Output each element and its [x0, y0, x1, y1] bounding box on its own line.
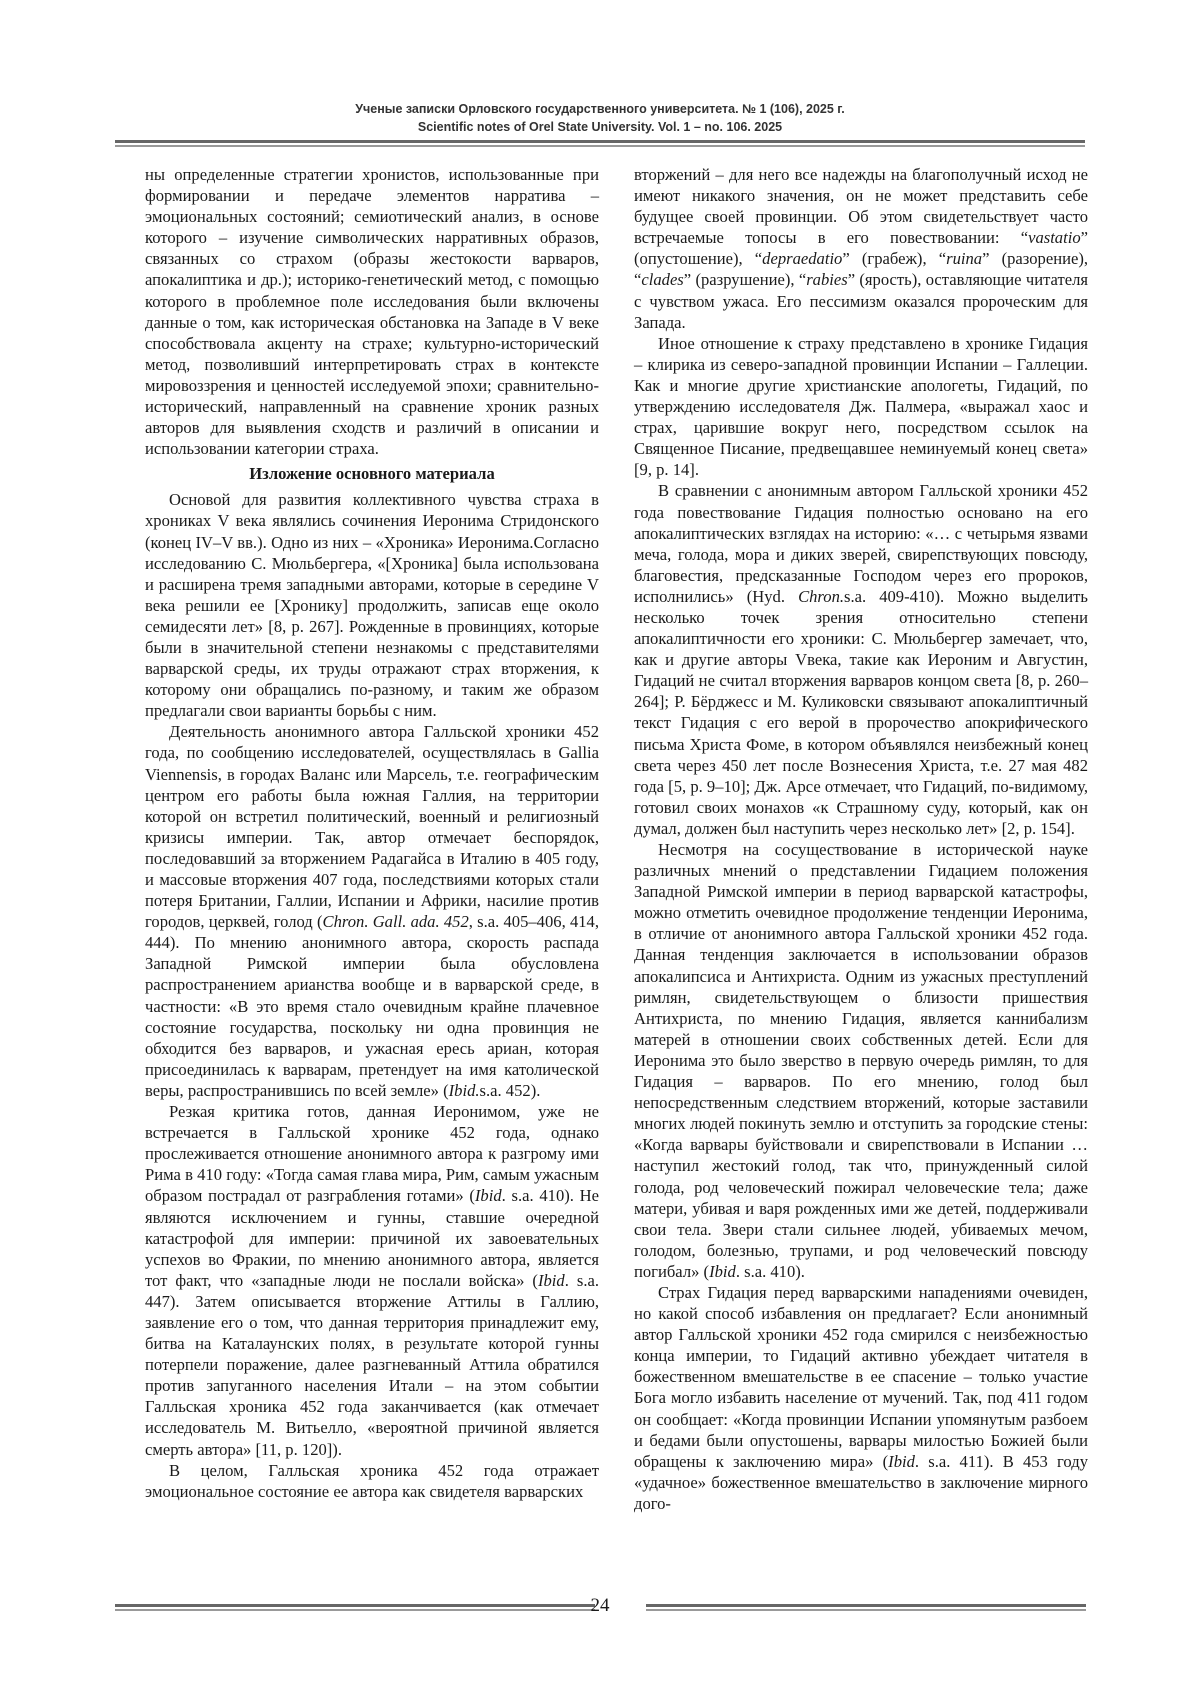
header-line-ru: Ученые записки Орловского государственного университета. № 1 (106), 2025 г.	[355, 102, 845, 116]
paragraph: В целом, Галльская хроника 452 года отражает эмоциональное состояние ее автора как свидетеля варварских	[145, 1460, 599, 1501]
journal-header	[0, 100, 1200, 136]
paragraph: ны определенные стратегии хронистов, использованные при формировании и передаче элементов нарратива – эмоциональных состояний; семиотический анализ, в основе которого – изучение символических нарративных образов, связанных со страхом (образы жестокости варваров, апокалиптика и др.); историко-генетический метод, с помощью которого в проблемное поле исследования были включены данные о том, как историческая обстановка на Западе в V веке способствовала акценту на страхе; культурно-исторический метод, позволивший интерпретировать страх в контексте мировоззрения и ценностей исследуемой эпохи; сравнительно-исторический, направленный на сравнение хроник разных авторов для выявления сходств и различий в описании и использовании категории страха.	[145, 165, 599, 459]
paragraph: В сравнении с анонимным автором Галльской хроники 452 года повествование Гидация полностью основано на его апокалиптических взглядах на историю: «… с четырьмя язвами меча, голода, мора и диких зверей, свирепствующих повсюду, благовестия, предсказанные Господом через его пророков, исполнились» (Hyd. Chron.s.a. 409-410). Можно выделить несколько точек зрения относительно степени апокалиптичности его хроники: С. Мюльбергер замечает, что, как и другие авторы Vвека, такие как Иероним и Августин, Гидаций не считал вторжения варваров концом света [8, p. 260–264]; Р. Бёрджесс и М. Куликовски связывают апокалиптичный текст Гидация с его верой в пророчество апокрифического письма Христа Фоме, в котором объявлялся неизбежный конец света через 450 лет после Вознесения Христа, т.е. 27 мая 482 года [5, p. 9–10]; Дж. Арсе отмечает, что Гидаций, по-видимому, готовил своих монахов «к Страшному суду, который, как он думал, должен был наступить через несколько лет» [2, p. 154].	[634, 481, 1089, 838]
section-heading: Изложение основного материала	[249, 464, 495, 484]
paragraph: Страх Гидация перед варварскими нападениями очевиден, но какой способ избавления он предлагает? Если анонимный автор Галльской хроники 452 года смирился с неизбежностью конца империи, то Гидаций активно убеждает читателя в божественном вмешательстве в ее спасение – только участие Бога могло избавить население от мучений. Так, под 411 годом он сообщает: «Когда провинции Испании упомянутым разбоем и бедами были опустошены, варвары милостью Божией были обращены к заключению мира» (Ibid. s.a. 411). В 453 году «удачное» божественное вмешательство в заключение мирного дого-	[634, 1282, 1088, 1513]
header-line-en: Scientific notes of Orel State University. Vol. 1 – no. 106. 2025	[417, 120, 783, 134]
paragraph: вторжений – для него все надежды на благополучный исход не имеют никакого значения, он не может представить себе будущее своей провинции. Об этом свидетельствует часто встречаемые топосы в его повествовании: “vastatio” (опустошение), “depraedatio” (грабеж), “ruina” (разорение), “clades” (разрушение), “rabies” (ярость), оставляющие читателя с чувством ужаса. Его пессимизм оказался пророческим для Запада.	[634, 165, 1088, 332]
paragraph: Несмотря на сосуществование в исторической науке различных мнений о представлении Гидацием положения Западной Римской империи в период варварской катастрофы, можно отметить очевидное продолжение тенденции Иеронима, в отличие от анонимного автора Галльской хроники 452 года. Данная тенденция заключается в использовании образов апокалипсиса и Антихриста. Одним из ужасных преступлений римлян, свидетельствующем о близости пришествия Антихриста, по мнению Гидация, является каннибализм матерей в отношении своих собственных детей. Если для Иеронима это было зверство в первую очередь римлян, то для Гидация – варваров. По его мнению, голод был непосредственным следствием вторжений, которые заставили многих людей покинуть землю и отступить за городские стены: «Когда варвары буйствовали и свирепствовали в Испании …наступил жестокий голод, так что, принужденный силой голода, род человеческий пожирал человеческие тела; даже матери, убивая и варя рожденных ими же детей, поддерживали свои тела. Звери стали сильнее людей, убиваемых мечом, голодом, болезнью, трупами, и род человеческий повсюду погибал» (Ibid. s.a. 410).	[634, 840, 1088, 1281]
left-column	[145, 164, 599, 1502]
paragraph: Деятельность анонимного автора Галльской хроники 452 года, по сообщению исследователей, осуществлялась в Gallia Viennensis, в городах Валанс или Марсель, т.е. географическим центром его работы была южная Галлия, на территории которой он встретил политический, военный и религиозный кризисы империи. Так, автор отмечает беспорядок, последовавший за вторжением Радагайса в Италию в 405 году, и массовые вторжения 407 года, последствиями которых стали потеря Британии, Галлии, Испании и Африки, насилие против городов, церквей, голод (Chron. Gall. ada. 452, s.a. 405–406, 414, 444). По мнению анонимного автора, скорость распада Западной Римской империи была обусловлена распространением арианства вообще и в варварской среде, в частности: «В это время стало очевидным крайне плачевное состояние государства, поскольку ни одна провинция не обходится без варваров, и ужасная ересь ариан, которая присоединилась к варварам, претендует на имя католической веры, распространившись по всей земле» (Ibid.s.a. 452).	[145, 722, 599, 1100]
header-rule	[115, 140, 1085, 143]
right-column	[634, 164, 1088, 1514]
paragraph: Основой для развития коллективного чувства страха в хрониках V века являлись сочинения Иеронима Стридонского (конец IV–V вв.). Одно из них – «Хроника» Иеронима.Согласно исследованию С. Мюльбергера, «[Хроника] была использована и расширена тремя западными авторами, которые в середине V века решили ее [Хронику] продолжить, записав еще около семидесяти лет» [8, p. 267]. Рожденные в провинциях, которые были в значительной степени незнакомы с представителями варварской среды, их труды отражают страх вторжения, к которому они обращались по-разному, и таким же образом предлагали свои варианты борьбы с ним.	[145, 490, 599, 721]
paragraph: Резкая критика готов, данная Иеронимом, уже не встречается в Галльской хронике 452 года, однако прослеживается отношение анонимного автора к разгрому ими Рима в 410 году: «Тогда самая глава мира, Рим, самым ужасным образом пострадал от разграбления готами» (Ibid. s.a. 410). Не являются исключением и гунны, ставшие очередной катастрофой для империи: причиной их завоевательных успехов во Фракии, по мнению анонимного автора, является тот факт, что «западные люди не послали войска» (Ibid. s.a. 447). Затем описывается вторжение Аттилы в Галлию, заявление его о том, что данная территория принадлежит ему, битва на Каталаунских полях, в результате которой гунны потерпели поражение, далее разгневанный Аттила обратился против запуганного населения Итали – на этом событии Галльская хроника 452 года заканчивается (как отмечает исследователь М. Витьелло, «вероятной причиной является смерть автора» [11, p. 120]).	[145, 1102, 599, 1459]
page-number: 24	[590, 1595, 610, 1616]
paragraph: Иное отношение к страху представлено в хронике Гидация – клирика из северо-западной провинции Испании – Галлеции. Как и многие другие христианские апологеты, Гидаций, по утверждению исследователя Дж. Палмера, «выражал хаос и страх, царившие вокруг него, посредством ссылок на Священное Писание, предвещавшее неминуемый конец света» [9, p. 14].	[634, 333, 1088, 480]
header-rule-thin	[115, 145, 1085, 147]
